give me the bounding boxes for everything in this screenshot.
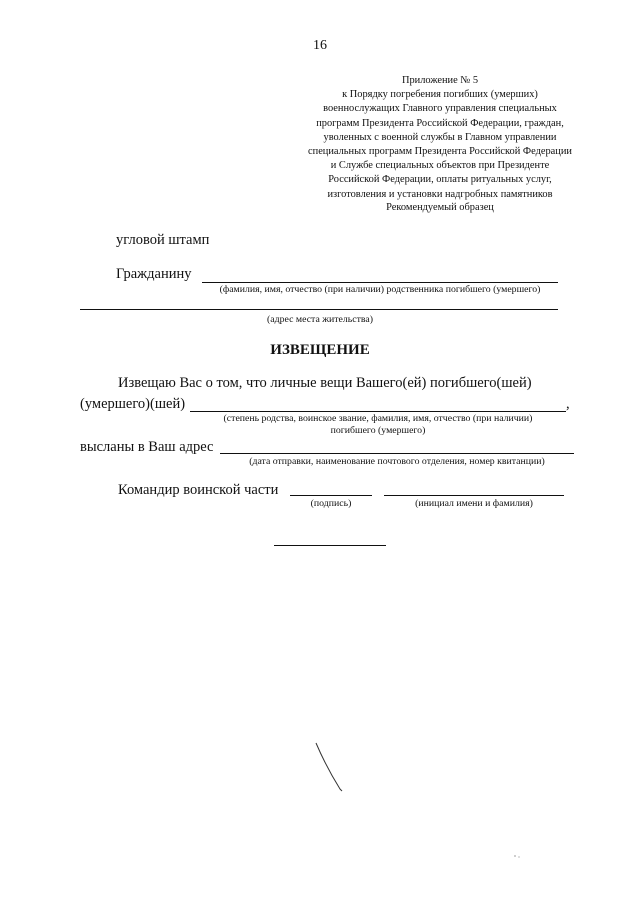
notice-text-line-2: (умершего)(шей) [80,396,186,412]
document-title: ИЗВЕЩЕНИЕ [270,342,370,358]
corner-stamp-label: угловой штамп [116,232,210,248]
appendix-line: уволенных с военной службы в Главном управлении [323,131,557,143]
relation-caption-2: погибшего (умершего) [330,425,426,436]
sent-label: высланы в Ваш адрес [80,439,214,455]
relation-line[interactable] [190,411,566,412]
signature-line[interactable] [290,495,372,496]
appendix-line: и Службе специальных объектов при Президенте [330,160,550,172]
appendix-header [290,74,590,202]
notice-comma: , [566,396,570,412]
appendix-line: Российской Федерации, оплаты ритуальных услуг, [328,174,552,186]
relation-caption-1: (степень родства, воинское звание, фамилия, имя, отчество (при наличии) [223,413,533,424]
page-number: 16 [313,38,327,53]
appendix-line: программ Президента Российской Федерации, граждан, [316,117,564,129]
citizen-name-line[interactable] [202,282,558,283]
citizen-label: Гражданину [116,266,192,282]
initials-line[interactable] [384,495,564,496]
closing-separator [274,545,386,546]
commander-label: Командир воинской части [118,482,279,498]
signature-caption: (подпись) [310,498,352,509]
appendix-line: военнослужащих Главного управления специальных [323,103,557,115]
appendix-line: Приложение № 5 [401,75,479,86]
appendix-line: к Порядку погребения погибших (умерших) [342,89,538,101]
initials-caption: (инициал имени и фамилия) [415,498,533,509]
appendix-line: специальных программ Президента Российской Федерации [308,146,572,158]
address-line[interactable] [80,309,558,310]
scan-speck-mark [512,852,524,860]
notice-text-line-1: Извещаю Вас о том, что личные вещи Вашего(ей) погибшего(шей) [118,375,532,391]
address-caption: (адрес места жительства) [267,314,373,325]
recommended-sample-label: Рекомендуемый образец [386,202,494,213]
sent-details-caption: (дата отправки, наименование почтового отделения, номер квитанции) [249,456,545,467]
pen-stroke-mark [300,735,360,805]
citizen-name-caption: (фамилия, имя, отчество (при наличии) родственника погибшего (умершего) [219,284,541,295]
appendix-line: изготовления и установки надгробных памятников [327,188,553,200]
sent-details-line[interactable] [220,453,574,454]
